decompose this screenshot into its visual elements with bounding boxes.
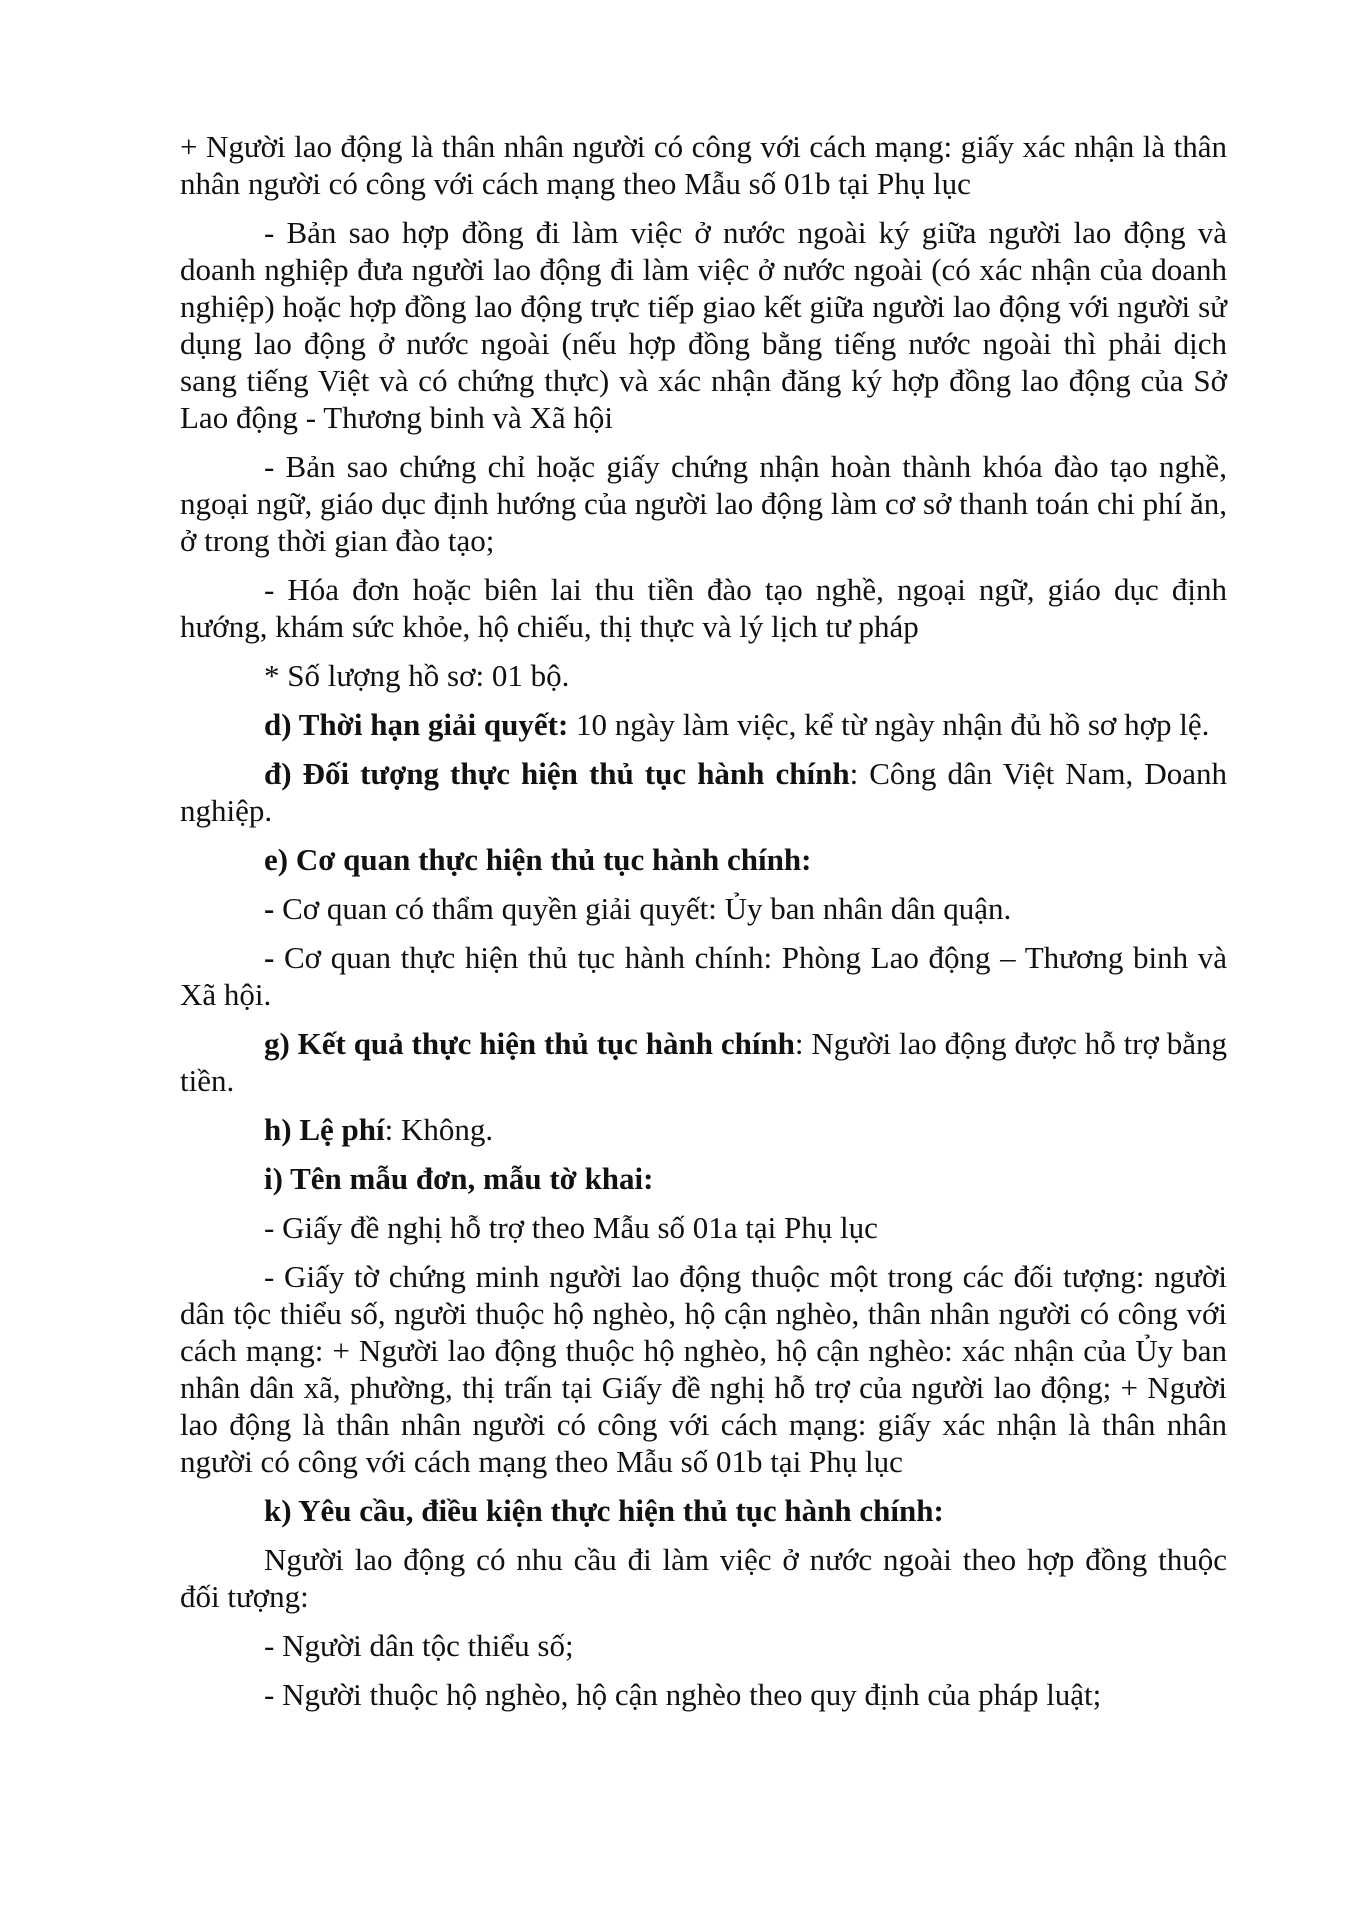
section-g-result <box>180 1025 1227 1099</box>
section-heading: e) Cơ quan thực hiện thủ tục hành chính: <box>264 842 812 877</box>
paragraph-text: - Hóa đơn hoặc biên lai thu tiền đào tạo nghề, ngoại ngữ, giáo dục định hướng, khám sức khỏe, hộ chiếu, thị thực và lý lịch tư pháp <box>180 572 1227 644</box>
section-h-fee <box>180 1111 1227 1148</box>
paragraph-invoices <box>180 571 1227 645</box>
section-heading: k) Yêu cầu, điều kiện thực hiện thủ tục hành chính: <box>264 1493 944 1528</box>
section-e-agency <box>180 841 1227 878</box>
paragraph-text: Cơ quan thực hiện thủ tục hành chính: Phòng Lao động – Thương binh và Xã hội. <box>180 940 1227 1012</box>
section-i-forms <box>180 1160 1227 1197</box>
paragraph-text: - Bản sao hợp đồng đi làm việc ở nước ngoài ký giữa người lao động và doanh nghiệp đưa người lao động đi làm việc ở nước ngoài (có xác nhận của doanh nghiệp) hoặc hợp đồng lao động trực tiếp giao kết giữa người lao động với người sử dụng lao động ở nước ngoài (nếu hợp đồng bằng tiếng nước ngoài thì phải dịch sang tiếng Việt và có chứng thực) và xác nhận đăng ký hợp đồng lao động của Sở Lao động - Thương binh và Xã hội <box>180 215 1227 435</box>
section-k-requirements <box>180 1492 1227 1529</box>
section-heading: g) Kết quả thực hiện thủ tục hành chính <box>264 1026 795 1061</box>
section-dd-subjects <box>180 755 1227 829</box>
paragraph-poor-household <box>180 1676 1227 1713</box>
paragraph-text: * Số lượng hồ sơ: 01 bộ. <box>264 658 570 693</box>
section-heading: đ) Đối tượng thực hiện thủ tục hành chính <box>264 756 850 791</box>
paragraph-proof-documents <box>180 1258 1227 1480</box>
paragraph-text: + Người lao động là thân nhân người có công với cách mạng: giấy xác nhận là thân nhân người có công với cách mạng theo Mẫu số 01b tại Phụ lục <box>180 129 1227 201</box>
paragraph-eligible-workers <box>180 1541 1227 1615</box>
paragraph-text: Cơ quan có thẩm quyền giải quyết: Ủy ban nhân dân quận. <box>274 891 1012 926</box>
section-heading: d) Thời hạn giải quyết: <box>264 707 569 742</box>
paragraph-text: - Giấy đề nghị hỗ trợ theo Mẫu số 01a tại Phụ lục <box>264 1210 878 1245</box>
document-page <box>180 128 1227 1725</box>
section-heading: i) Tên mẫu đơn, mẫu tờ khai: <box>264 1161 654 1196</box>
paragraph-certificate-copy <box>180 448 1227 559</box>
paragraph-dossier-quantity <box>180 657 1227 694</box>
paragraph-request-form <box>180 1209 1227 1246</box>
paragraph-text: - Bản sao chứng chỉ hoặc giấy chứng nhận hoàn thành khóa đào tạo nghề, ngoại ngữ, giáo dục định hướng của người lao động làm cơ sở thanh toán chi phí ăn, ở trong thời gian đào tạo; <box>180 449 1227 558</box>
paragraph-dash: - <box>264 940 275 975</box>
paragraph-text: Người lao động có nhu cầu đi làm việc ở nước ngoài theo hợp đồng thuộc đối tượng: <box>180 1542 1227 1614</box>
section-text: : Người lao động được hỗ trợ bằng tiền. <box>180 1026 1227 1098</box>
paragraph-contract-copy <box>180 214 1227 436</box>
paragraph-text: - Người thuộc hộ nghèo, hộ cận nghèo theo quy định của pháp luật; <box>264 1677 1102 1712</box>
paragraph-text: - Người dân tộc thiểu số; <box>264 1628 574 1663</box>
section-d-processing-time <box>180 706 1227 743</box>
paragraph-implementing-agency <box>180 939 1227 1013</box>
section-text: 10 ngày làm việc, kể từ ngày nhận đủ hồ sơ hợp lệ. <box>568 707 1210 742</box>
paragraph-competent-agency <box>180 890 1227 927</box>
paragraph-text: - Giấy tờ chứng minh người lao động thuộc một trong các đối tượng: người dân tộc thiểu số, người thuộc hộ nghèo, hộ cận nghèo, thân nhân người có công với cách mạng: + Người lao động thuộc hộ nghèo, hộ cận nghèo: xác nhận của Ủy ban nhân dân xã, phường, thị trấn tại Giấy đề nghị hỗ trợ của người lao động; + Người lao động là thân nhân người có công với cách mạng: giấy xác nhận là thân nhân người có công với cách mạng theo Mẫu số 01b tại Phụ lục <box>180 1259 1227 1479</box>
section-heading: h) Lệ phí <box>264 1112 385 1147</box>
section-text: : Công dân Việt Nam, Doanh nghiệp. <box>180 756 1227 828</box>
section-text: : Không. <box>384 1112 494 1147</box>
paragraph-dash: - <box>264 891 275 926</box>
paragraph-relative-of-meritorious-person <box>180 128 1227 202</box>
paragraph-ethnic-minority <box>180 1627 1227 1664</box>
